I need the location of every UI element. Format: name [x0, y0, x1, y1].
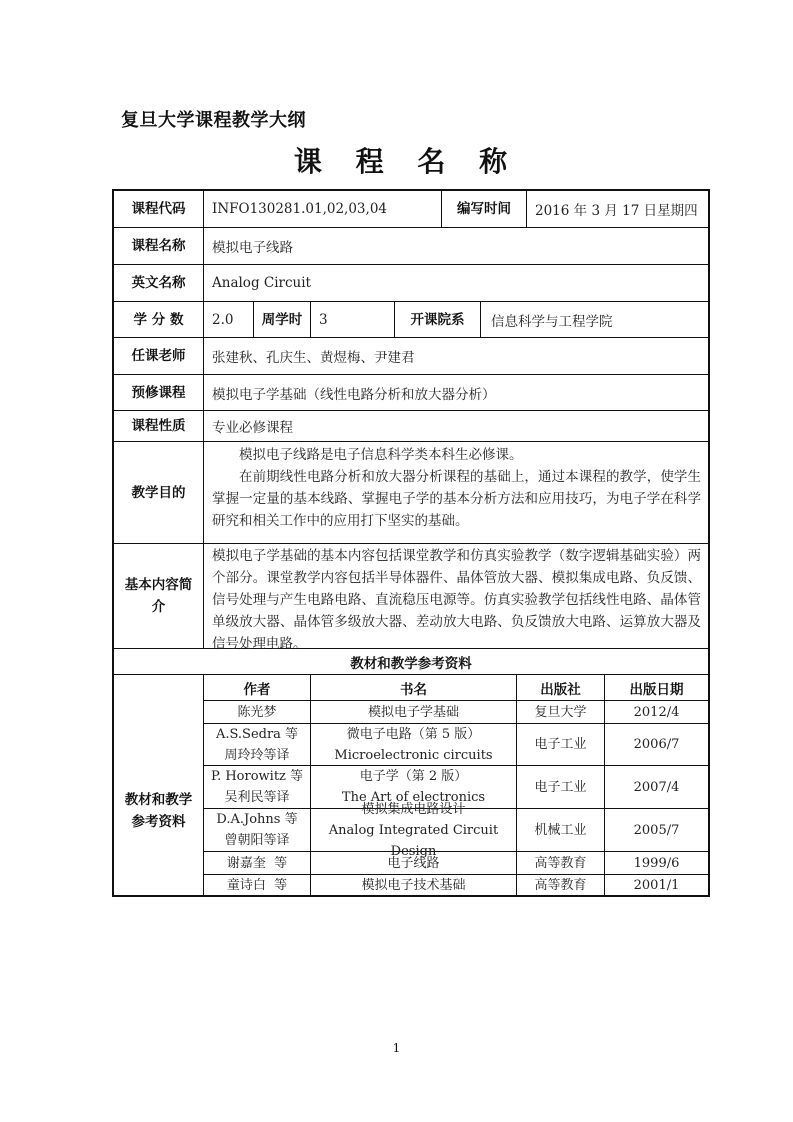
- ref-title-line: 电子学（第 2 版）: [359, 769, 468, 784]
- ref-title-english-line: Microelectronic circuits: [334, 747, 493, 763]
- summary-paragraph: 模拟电子学基础的基本内容包括课堂教学和仿真实验教学（数字逻辑基础实验）两个部分。课堂教学内容包括半导体器件、晶体管放大器、模拟集成电路、负反馈、信号处理与产生电路电路、直流稳压电源等。仿真实验教学包括线性电路、晶体管单级放大器、晶体管多级放大器、差动放大电路、负反馈放大电路、运算放大器及信号处理电路。: [212, 548, 701, 652]
- col-header-date: 出版日期: [629, 681, 684, 698]
- ref-title-english-line: The Art of electronics: [341, 790, 486, 805]
- ref-author: [204, 701, 310, 723]
- course-code-label: 课程代码: [131, 200, 186, 217]
- references-section-title: 教材和教学参考资料: [350, 655, 472, 672]
- weekly-hours-value: 3: [319, 311, 328, 328]
- col-header-publisher: 出版社: [540, 681, 581, 698]
- ref-publisher: 电子工业: [534, 779, 587, 795]
- ref-date: 2001/1: [633, 878, 680, 893]
- document-title: 课 程 名 称: [293, 145, 520, 178]
- teachers-label: 任课老师: [131, 348, 186, 364]
- ref-date: 2012/4: [633, 704, 680, 720]
- ref-title: [311, 701, 516, 723]
- ref-author: [204, 875, 310, 896]
- ref-publisher: 高等教育: [534, 855, 587, 871]
- credits-label: 学 分 数: [133, 311, 184, 328]
- ref-title-english-line: Analog Integrated Circuit Design: [328, 822, 499, 859]
- ref-translator-line: 周玲玲等译: [224, 747, 290, 763]
- summary-label: 基本内容简介: [124, 577, 193, 615]
- document-header: 复旦大学课程教学大纲: [121, 110, 306, 131]
- course-name-label: 课程名称: [131, 238, 186, 254]
- department-value: 信息科学与工程学院: [491, 313, 613, 330]
- written-time-label: 编写时间: [457, 200, 511, 217]
- objective-label: 教学目的: [131, 484, 186, 501]
- col-header-author: 作者: [243, 681, 271, 698]
- ref-publisher: 电子工业: [534, 737, 587, 752]
- ref-title-line: 电子线路: [387, 855, 440, 871]
- ref-author-line: P. Horowitz 等: [210, 769, 304, 784]
- prerequisite-label: 预修课程: [131, 384, 186, 401]
- ref-author: [204, 809, 310, 851]
- ref-title: [311, 852, 516, 874]
- credits-value: 2.0: [212, 311, 234, 328]
- ref-translator-line: 吴利民等译: [224, 790, 290, 805]
- objective-text: [204, 442, 708, 543]
- course-code-value: INFO130281.01,02,03,04: [212, 200, 387, 217]
- ref-author: [204, 766, 310, 808]
- ref-date: 2005/7: [633, 822, 680, 838]
- page-number: 1: [392, 1041, 401, 1055]
- ref-publisher: 高等教育: [534, 878, 587, 893]
- ref-title-line: 模拟电子技术基础: [361, 878, 466, 893]
- ref-date: 1999/6: [633, 855, 680, 871]
- ref-title: [311, 875, 516, 896]
- department-label: 开课院系: [410, 311, 465, 328]
- ref-author: [204, 724, 310, 765]
- ref-author-line: 陈光梦: [237, 704, 277, 720]
- course-name-value: 模拟电子线路: [212, 240, 293, 256]
- ref-author-line: A.S.Sedra 等: [215, 726, 299, 742]
- ref-title-line: 微电子电路（第 5 版）: [346, 726, 481, 742]
- written-time-value: 2016 年 3 月 17 日星期四: [535, 202, 698, 219]
- objective-paragraph-1: 模拟电子线路是电子信息科学类本科生必修课。: [239, 447, 523, 463]
- col-header-title: 书名: [400, 681, 427, 698]
- nature-label: 课程性质: [131, 418, 186, 434]
- nature-value: 专业必修课程: [212, 420, 293, 436]
- ref-date: 2006/7: [633, 737, 680, 752]
- ref-author-line: D.A.Johns 等: [216, 812, 298, 827]
- ref-publisher: 机械工业: [534, 822, 587, 838]
- objective-paragraph-2: 在前期线性电路分析和放大器分析课程的基础上，通过本课程的教学，使学生掌握一定量的基本线路、掌握电子学的基本分析方法和应用技巧，为电子学在科学研究和相关工作中的应用打下坚实的基础。: [212, 469, 701, 529]
- teachers-value: 张建秋、孔庆生、黄煜梅、尹建君: [212, 350, 415, 366]
- ref-author-line: 童诗白 等: [226, 878, 288, 893]
- ref-publisher: 复旦大学: [534, 704, 587, 720]
- references-side-label: 教材和教学参考资料: [124, 791, 193, 830]
- ref-title-line: 模拟集成电路设计: [361, 801, 466, 817]
- ref-author: [204, 852, 310, 874]
- prerequisite-value: 模拟电子学基础（线性电路分析和放大器分析）: [212, 386, 496, 403]
- ref-title: [311, 801, 516, 859]
- ref-title-line: 模拟电子学基础: [367, 704, 459, 720]
- ref-translator-line: 曾朝阳等译: [224, 833, 290, 848]
- ref-date: 2007/4: [633, 779, 680, 795]
- weekly-hours-label: 周学时: [261, 311, 303, 328]
- english-name-label: 英文名称: [131, 275, 186, 291]
- summary-text: [204, 543, 708, 652]
- ref-author-line: 谢嘉奎 等: [226, 855, 288, 871]
- english-name-value: Analog Circuit: [212, 275, 311, 291]
- ref-title: [311, 724, 516, 765]
